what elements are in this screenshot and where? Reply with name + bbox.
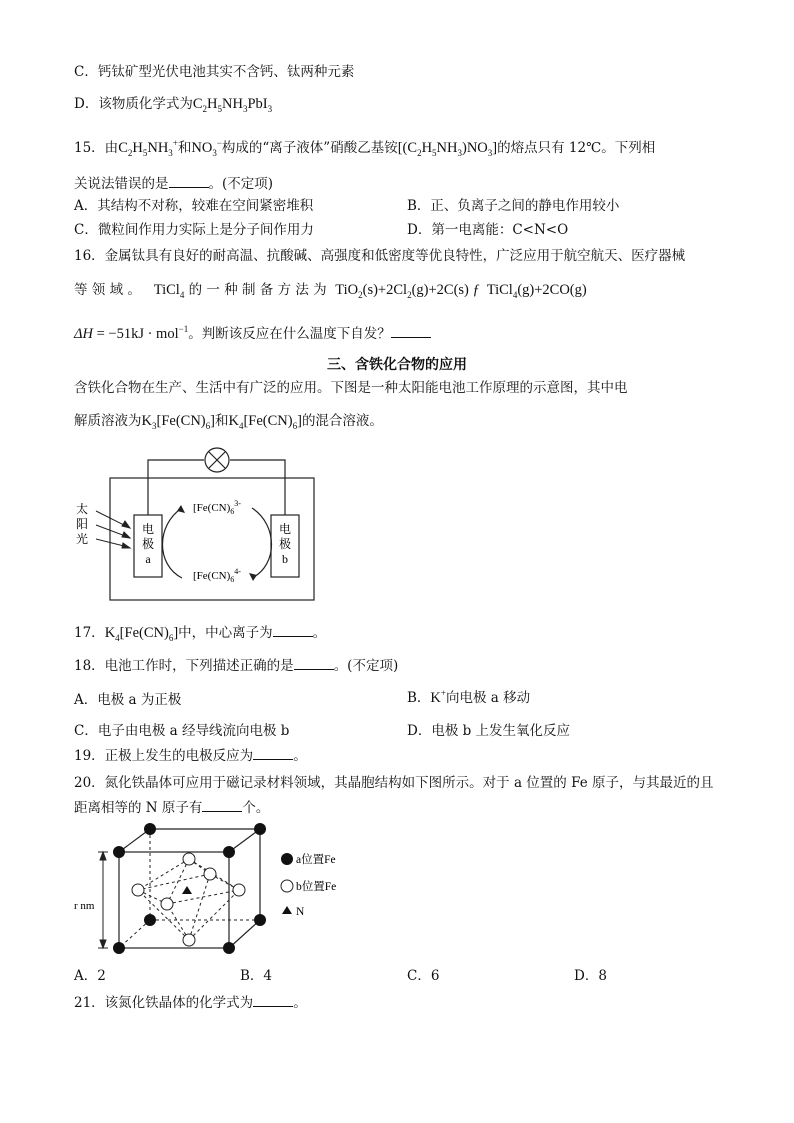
- sunlight-arrows: [96, 511, 130, 548]
- q15-text-6: 。(不定项): [208, 176, 274, 192]
- q18-stem: [74, 655, 398, 676]
- solar-cell-diagram: [70, 445, 330, 605]
- q21-text-1: 21．该氮化铁晶体的化学式为: [74, 995, 254, 1011]
- q20-text-2: 个。: [242, 800, 270, 816]
- q17-formula: $K_4[Fe(CN)_6]$: [104, 625, 179, 643]
- q17-text-3: 。: [312, 625, 327, 641]
- q16-stem-line1: 16．金属钛具有良好的耐高温、抗酸碱、高强度和低密度等优良特性，广泛应用于航空航天、医疗器械: [74, 248, 686, 264]
- q15-stem-line1: [74, 138, 655, 158]
- q15-text-2: 和: [177, 140, 192, 156]
- sunlight-label-2: 阳: [75, 517, 89, 531]
- reaction-equation: $TiO_2(s)+2Cl_2(g)+2C(s)$ ƒ TiCl$_4$(g)+2CO(g): [335, 282, 587, 300]
- q14-option-c: C．钙钛矿型光伏电池其实不含钙、钛两种元素: [74, 64, 355, 80]
- q15-option-d: D．第一电离能：C<N<O: [407, 222, 569, 238]
- q16-stem-line2: [74, 280, 722, 300]
- legend-n-icon: [282, 906, 292, 914]
- q19-stem: [74, 745, 307, 766]
- ticl4-formula: TiCl$_4$: [153, 282, 185, 300]
- ferrocyanide-label: [$Fe(CN)_6^{4-}$: [193, 567, 241, 584]
- intro-text-2: 和: [214, 413, 229, 429]
- n-atom: [182, 886, 192, 894]
- crystal-cell-diagram: [70, 820, 370, 965]
- legend-b-fe-label: b位置Fe: [296, 881, 337, 893]
- cycle-arrowhead-left: [177, 505, 185, 513]
- section-intro-line2: [74, 411, 383, 431]
- potassium-ion: K+: [430, 688, 446, 706]
- q17-stem: [74, 622, 326, 643]
- electrode-a-label-3: a: [145, 552, 151, 566]
- edge-length-label: r nm: [74, 900, 95, 912]
- intro-text-1: 解质溶液为: [74, 413, 142, 429]
- octahedron-edges: [138, 859, 239, 940]
- electrode-b-label-2: 极: [278, 537, 292, 551]
- q21-text-2: 。: [293, 995, 307, 1011]
- sunlight-label-1: 太: [75, 502, 89, 516]
- answer-blank[interactable]: [253, 992, 293, 1007]
- legend-a-fe-label: a位置Fe: [296, 854, 336, 866]
- k4fecn6-formula: $K_4[Fe(CN)_6]$: [228, 413, 302, 431]
- cycle-arrowhead-right: [249, 573, 257, 581]
- ferricyanide-label: [$Fe(CN)_6^{3-}$: [193, 499, 241, 516]
- q18-text-2: 。(不定项): [333, 658, 399, 674]
- q18-option-b-prefix: B．: [407, 690, 431, 706]
- q15-option-b: B．正、负离子之间的静电作用较小: [407, 198, 620, 214]
- q15-option-a: A．其结构不对称，较难在空间紧密堆积: [74, 198, 314, 214]
- q18-option-d: D．电极 b 上发生氧化反应: [407, 723, 571, 739]
- q14-option-d: [74, 94, 272, 114]
- q15-option-c: C．微粒间作用力实际上是分子间作用力: [74, 222, 314, 238]
- q18-option-b-text: 向电极 a 移动: [445, 690, 531, 706]
- q18-option-c: C．电子由电极 a 经导线流向电极 b: [74, 723, 290, 739]
- q14-formula: $C_2H_5NH_3PbI_3$: [192, 96, 273, 114]
- q18-text-1: 18．电池工作时，下列描述正确的是: [74, 658, 294, 674]
- q20-option-a: A．2: [74, 968, 106, 984]
- q15-text-4: 的熔点只有 12℃。下列相: [497, 140, 656, 156]
- q16-text-1: 等 领 域 。: [74, 282, 141, 298]
- q21-stem: [74, 992, 307, 1013]
- q17-text-1: 17．: [74, 625, 105, 641]
- q17-text-2: 中，中心离子为: [178, 625, 273, 641]
- section-intro-line1: 含铁化合物在生产、生活中有广泛的应用。下图是一种太阳能电池工作原理的示意图，其中电: [74, 380, 628, 396]
- lamp-icon: [205, 448, 229, 472]
- legend-n-label: N: [296, 906, 305, 918]
- edge-dimension: [98, 852, 108, 948]
- q16-text-2: 的 一 种 制 备 方 法 为: [188, 282, 327, 298]
- answer-blank[interactable]: [202, 797, 242, 812]
- q19-text-2: 。: [293, 748, 307, 764]
- legend-b-fe-icon: [281, 880, 293, 892]
- cycle-arrow-right: [252, 508, 272, 578]
- q14-option-d-text: D．该物质化学式为: [74, 96, 193, 112]
- q20-option-b: B．4: [240, 968, 273, 984]
- electrode-b-label-1: 电: [278, 522, 292, 536]
- intro-text-3: 的混合溶液。: [301, 413, 383, 429]
- answer-blank[interactable]: [273, 622, 313, 637]
- q15-text-3: 构成的“离子液体”硝酸乙基铵: [221, 140, 398, 156]
- q20-stem-line2: [74, 797, 269, 818]
- q20-stem-line1: 20．氮化铁晶体可应用于磁记录材料领域，其晶胞结构如下图所示。对于 a 位置的 Fe 原子，与其最近的且: [74, 775, 714, 791]
- ethylammonium-nitrate-formula: $[(C_2H_5NH_3)NO_3]$: [397, 140, 498, 158]
- answer-blank[interactable]: [169, 173, 209, 188]
- electrode-b-label-3: b: [282, 552, 288, 566]
- answer-blank[interactable]: [391, 323, 431, 338]
- q16-text-3: 。判断该反应在什么温度下自发？: [188, 326, 391, 342]
- q15-stem-line2: [74, 173, 273, 194]
- electrode-a-label-1: 电: [141, 522, 155, 536]
- q18-option-b: [407, 688, 530, 708]
- q18-option-a: A．电极 a 为正极: [74, 692, 182, 708]
- answer-blank[interactable]: [253, 745, 293, 760]
- q20-option-c: C．6: [407, 968, 440, 984]
- legend-a-fe-icon: [281, 853, 293, 865]
- sunlight-label-3: 光: [75, 532, 89, 546]
- delta-h-value: ΔH = −51kJ · mol$^{-1}$: [74, 324, 189, 342]
- q15-text-5: 关说法错误的是: [74, 176, 169, 192]
- q20-option-d: D．8: [574, 968, 607, 984]
- k3fecn6-formula: $K_3[Fe(CN)_6]$: [141, 413, 215, 431]
- ethylammonium-ion: $C_2H_5NH_3^+$: [118, 138, 178, 158]
- q15-text-1: 15．由: [74, 140, 119, 156]
- electrode-a-label-2: 极: [141, 537, 155, 551]
- nitrate-ion: $NO_3^-$: [191, 138, 222, 158]
- cycle-arrow-left: [163, 508, 183, 578]
- face-fe-atoms: [132, 853, 245, 946]
- section-heading: 三、含铁化合物的应用: [327, 357, 467, 373]
- q19-text-1: 19．正极上发生的电极反应为: [74, 748, 254, 764]
- q16-stem-line3: [74, 323, 431, 344]
- q20-text-1: 距离相等的 N 原子有: [74, 800, 203, 816]
- answer-blank[interactable]: [294, 655, 334, 670]
